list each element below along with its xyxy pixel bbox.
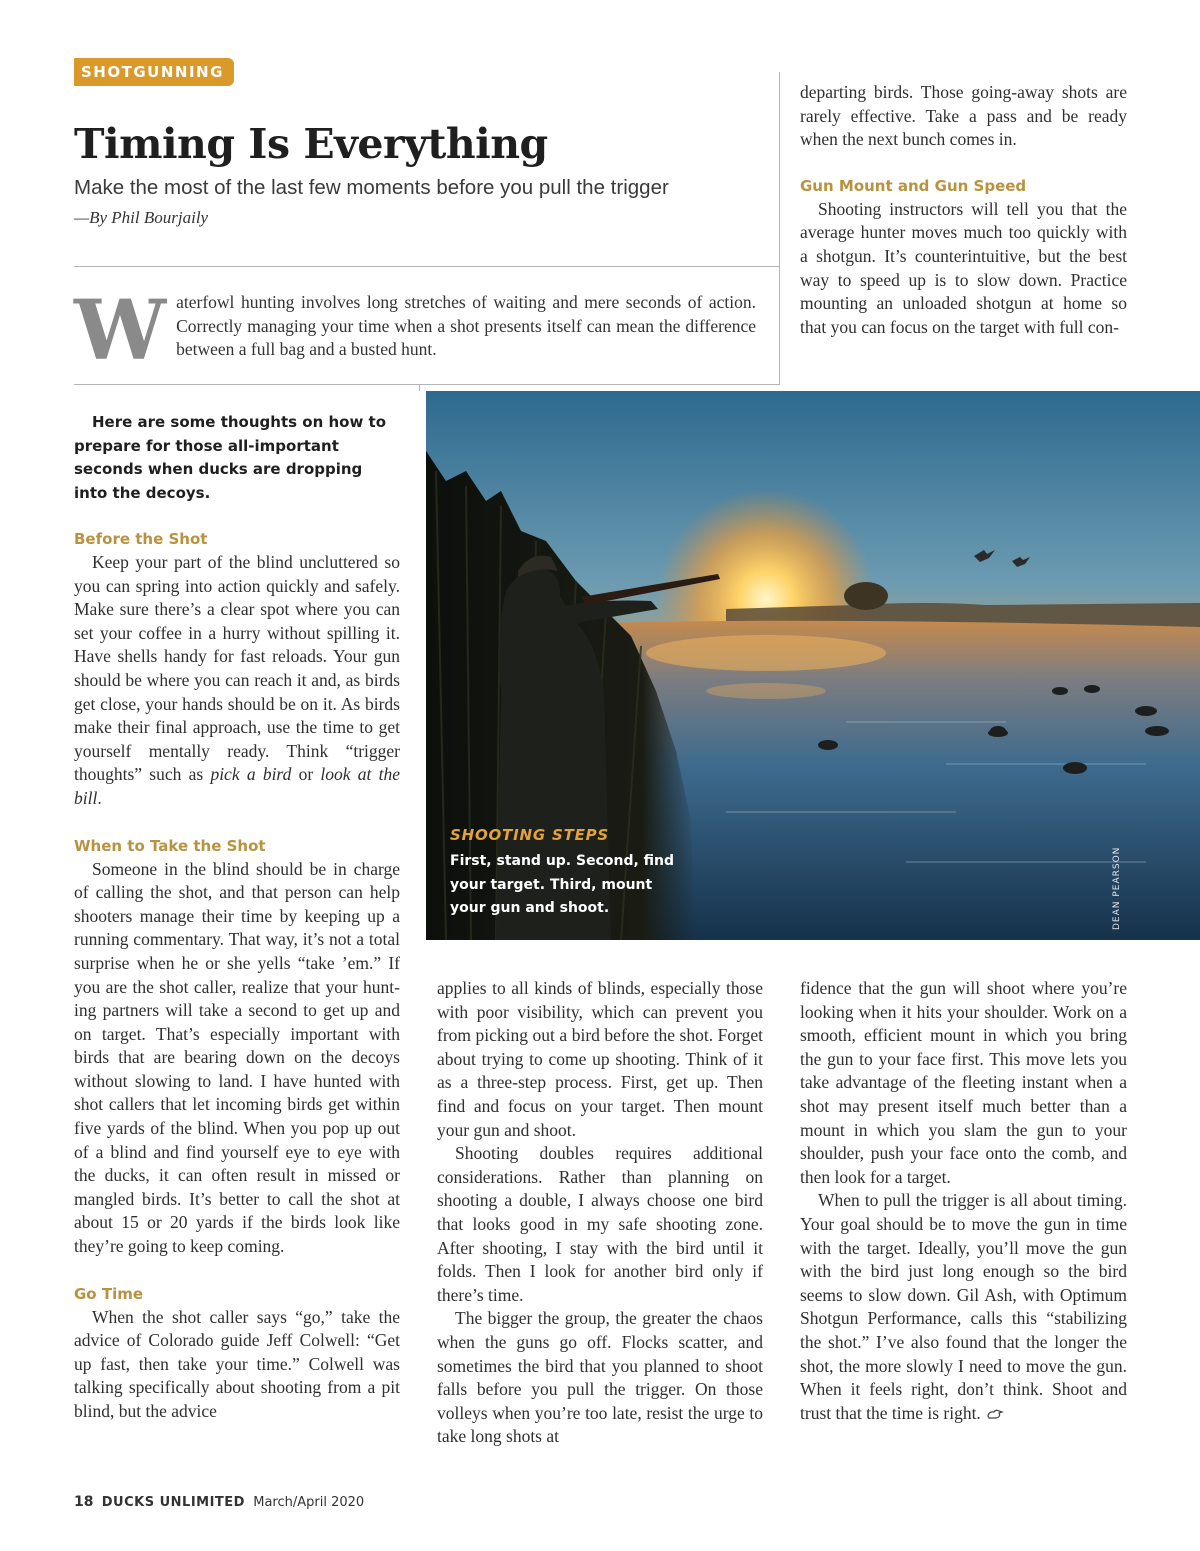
subhead-go-time: Go Time (74, 1284, 144, 1303)
lead-paragraph: Here are some thoughts on how to prepare for those all-important seconds when ducks are dropping into the decoys. (74, 413, 387, 502)
intro-rule (74, 384, 780, 385)
gun-mount-text-bottom-b: When to pull the trigger is all about timing. Your goal should be to move the gun in time with the target. Ideally, you’ll move the gun with the bird just long enough so the bird seems to slow down. Gil Ash, with Optimum Shotgun Performance, calls this “stabilizing the shot.” I’ve also found that the longer the shot, the more slowly I need to move the gun. When it feels right, don’t think. Shoot and trust that the time is right. (800, 1190, 1127, 1423)
subhead-gun-mount: Gun Mount and Gun Speed (800, 176, 1027, 195)
section-tag: SHOTGUNNING (74, 58, 234, 86)
gun-mount-text-top: Shooting instructors will tell you that the average hunter moves much too quickly with a shotgun. It’s counterintuitive, but the best way to speed up is to slow down. Practice mounting an unloaded shotgun at home so that you can focus on the target with full con- (800, 198, 1127, 337)
go-time-text-2c: The bigger the group, the greater the chaos when the guns go off. Flocks scatter, and sometimes the bird that you planned to shoot falls before you pull the trigger. On those volleys when you’re too late, resist the urge to take long shots at (437, 1308, 763, 1447)
page-footer (74, 1494, 364, 1510)
intro-text: aterfowl hunting involves long stretches of waiting and mere seconds of action. Correctly managing your time when a shot presents itself can mean the difference between a full bag and a busted hunt. (176, 292, 756, 359)
subhead-before-shot: Before the Shot (74, 530, 208, 548)
intro-block (74, 283, 756, 379)
column-divider-top (779, 72, 780, 384)
when-to-take-text: Someone in the blind should be in charge of calling the shot, and that person can help shooters manage their time by keeping up a running commentary. That way, it’s not a total surprise when he or she yells “take ’em.” If you are the shot caller, realize that your hunting partners will take a second to get up and on target. That’s especially important with birds that are bearing down on the decoys without slowing to land. I have hunted with shot callers that let incoming birds get within five yards of the blind. When you pop up out of a blind and find yourself eye to eye with the ducks, it can often result in missed or mangled birds. It’s better to call the shot at about 15 or 20 yards if the birds look like they’re going to keep coming. (74, 858, 400, 1257)
photo-caption-text: First, stand up. Second, find your target. Third, mount your gun and shoot. (450, 853, 675, 916)
byline: —By Phil Bourjaily (74, 208, 209, 227)
column-right-top (800, 81, 1127, 339)
subhead-when-to-take: When to Take the Shot (74, 836, 266, 855)
go-time-text: When the shot caller says “go,” take the advice of Colorado guide Jeff Colwell: “Get up fast, then take your time.” Colwell was talking specifically about shooting from a pit blind, but the advice (74, 1306, 400, 1421)
photo-credit: DEAN PEARSON (1112, 846, 1122, 930)
duck-end-mark-icon (985, 1407, 1005, 1421)
headline-rule (74, 266, 780, 267)
go-time-continued: departing birds. Those going-away shots are rarely effective. Take a pass and be ready when the next bunch comes in. (800, 82, 1127, 150)
column-left (74, 411, 400, 1424)
column-middle (437, 977, 763, 1449)
headline: Timing Is Everything (74, 120, 548, 168)
go-time-text-2a: applies to all kinds of blinds, especially those with poor visibility, which can prevent you from picking out a bird before the shot. Forget about trying to come up shooting. Think of it as a three-step process. First, get up. Then find and focus on your target. Then mount your gun and shoot. (437, 978, 763, 1140)
page-number: 18 (74, 1494, 94, 1510)
photo-caption-title: SHOOTING STEPS (450, 826, 610, 844)
dek: Make the most of the last few moments before you pull the trigger (74, 176, 669, 199)
go-time-text-2b: Shooting doubles requires additional considerations. Rather than planning on shooting a double, I always choose one bird that looks good in my safe shooting zone. After shooting, I stay with the bird until it folds. Then I look for another bird only if there’s time. (437, 1143, 763, 1305)
before-shot-text: Keep your part of the blind uncluttered so you can spring into action quickly and safely. Make sure there’s a clear spot where you can set your coffee in a hurry without spilling it. Have shells handy for fast reloads. Your gun should be where you can reach it and, as birds get close, your hands should be on it. As birds make their final approach, use the time to get yourself mentally ready. Think “trigger thoughts” such as pick a bird or look at the bill. (74, 552, 401, 808)
magazine-name: DUCKS UNLIMITED (101, 1495, 245, 1510)
column-right-bottom (800, 977, 1127, 1425)
issue-date: March/April 2020 (253, 1495, 365, 1510)
column-divider-left (419, 384, 420, 391)
drop-cap: W (74, 283, 167, 379)
gun-mount-text-bottom-a: fidence that the gun will shoot where you’re looking when it hits your shoulder. Work on a smooth, efficient mount in which you bring the gun to your face first. This move lets you take advantage of the fleeting instant when a shot may present itself much better than a mount in which you slam the gun to your shoulder, push your face onto the comb, and then look for a target. (800, 978, 1127, 1187)
